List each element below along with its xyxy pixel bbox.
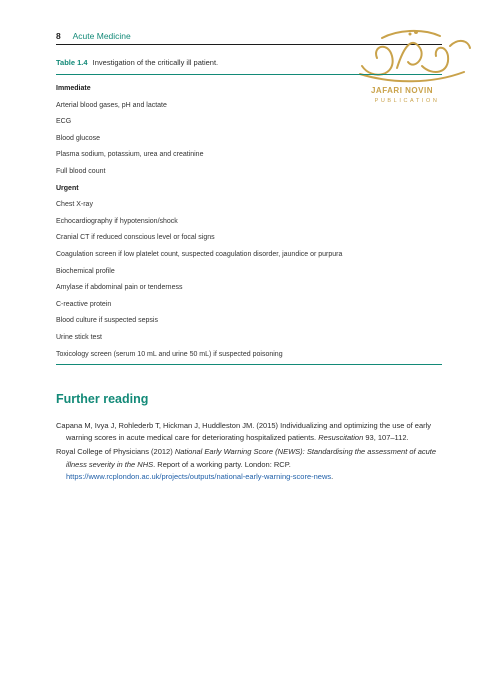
watermark-brand: JAFARI NOVIN — [370, 86, 433, 95]
table-body — [56, 75, 442, 366]
page-number: 8 — [56, 31, 61, 41]
table-row: Cranial CT if reduced conscious level or focal signs — [56, 234, 215, 242]
table-label: Table 1.4 — [56, 58, 88, 67]
reference-text: . — [331, 471, 334, 481]
table-row: Plasma sodium, potassium, urea and creatinine — [56, 151, 204, 159]
reference-link[interactable]: https://www.rcplondon.ac.uk/projects/outputs/national-early-warning-score-news — [66, 471, 332, 481]
table-row: Full blood count — [56, 167, 106, 175]
table-row: Arterial blood gases, pH and lactate — [56, 101, 167, 109]
table-row: C-reactive protein — [56, 300, 112, 308]
table-title: Investigation of the critically ill patient. — [92, 58, 219, 67]
reference-text: . Report of a working party. London: RCP. — [153, 459, 291, 469]
table-row: Toxicology screen (serum 10 mL and urine 50 mL) if suspected poisoning — [56, 350, 283, 358]
table-row: Echocardiography if hypotension/shock — [56, 217, 178, 225]
table-row: Amylase if abdominal pain or tenderness — [56, 284, 183, 292]
reference-list — [56, 420, 442, 485]
table-row: Chest X-ray — [56, 201, 93, 209]
table-section-heading: Urgent — [56, 184, 79, 192]
reference-text: Capana M, Ivya J, Rohlederb T, Hickman J, Huddleston JM. (2015) Individualizing and optimizing the use of early warning scores in acute medical care for deteriorating hospitalized patients. — [56, 421, 432, 443]
reference-item — [56, 446, 442, 483]
watermark-subtitle: PUBLICATION — [374, 98, 440, 104]
book-title: Acute Medicine — [72, 31, 131, 41]
table-row: ECG — [56, 118, 72, 126]
table-row: Biochemical profile — [56, 267, 115, 275]
further-reading-heading: Further reading — [56, 392, 149, 406]
reference-journal: Resuscitation — [318, 433, 364, 443]
table-section-heading: Immediate — [56, 85, 91, 92]
table-row: Coagulation screen if low platelet count, suspected coagulation disorder, jaundice or purpura — [56, 250, 343, 258]
table-bottom-rule — [56, 364, 442, 365]
table-row: Blood culture if suspected sepsis — [56, 317, 158, 325]
reference-item — [56, 420, 442, 444]
table-row: Blood glucose — [56, 134, 100, 142]
table-caption — [56, 58, 442, 75]
table-row: Urine stick test — [56, 333, 102, 341]
reference-text: 93, 107–112. — [365, 433, 409, 443]
investigation-table — [56, 58, 442, 366]
reference-title: National Early Warning Score (NEWS): Standardising the assessment of acute illness severity in the NHS — [66, 447, 437, 469]
reference-text: Royal College of Physicians (2012) — [56, 447, 173, 457]
